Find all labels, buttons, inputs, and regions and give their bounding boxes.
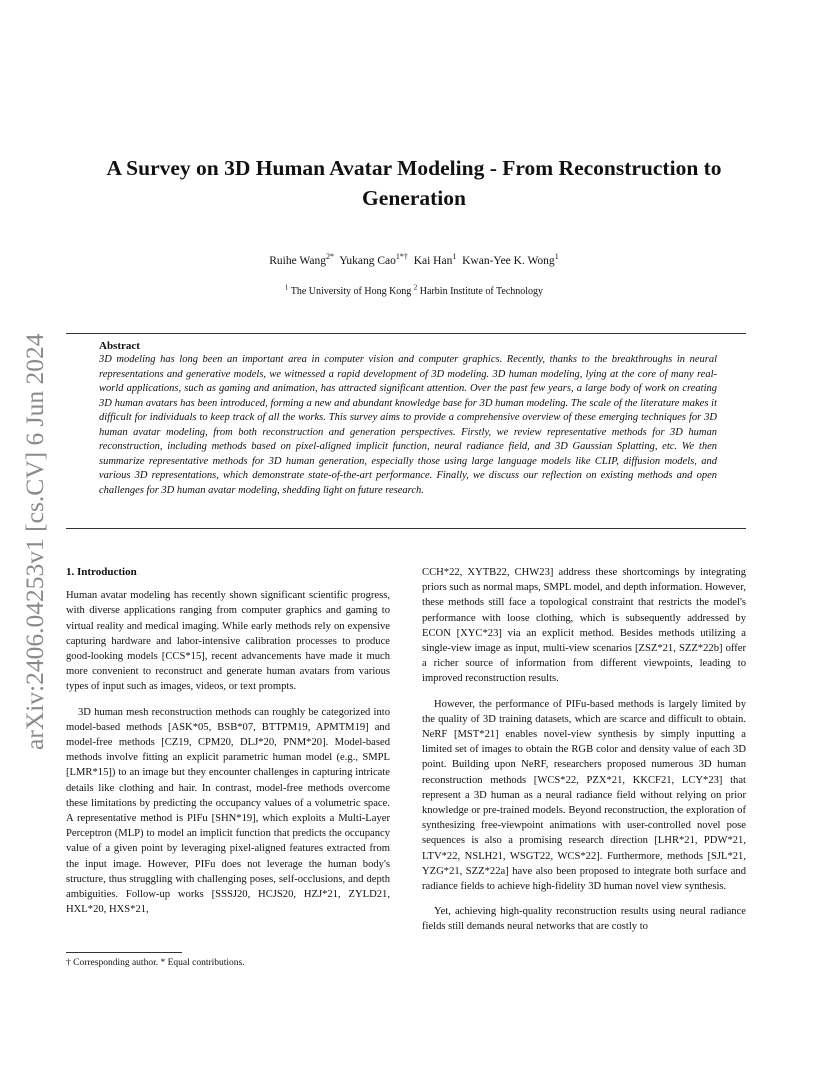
abstract-bottom-rule <box>66 528 746 529</box>
intro-paragraph-3: CCH*22, XYTB22, CHW23] address these shortcomings by integrating priors such as normal maps, SMPL model, and depth information. However, these methods still face a topological constraint that restricts the model's performance with loose clothing, which is subsequently addressed by ECON [XYC*23] via an explicit method. Besides methods utilizing a single-view image as input, multi-view scenarios [ZSZ*21, SZZ*22b] offer a richer source of information from different viewpoints, leading to improved reconstruction results. <box>422 567 746 685</box>
author-name: Ruihe Wang <box>269 255 326 267</box>
author-marker: 1 <box>452 252 457 262</box>
footnote-rule <box>66 952 182 953</box>
abstract-top-rule <box>66 333 746 334</box>
section-heading: 1. Introduction <box>66 566 137 578</box>
author-marker: 1*† <box>395 252 408 262</box>
intro-paragraph-4: However, the performance of PIFu-based methods is largely limited by the quality of 3D training datasets, which are scarce and difficult to obtain. NeRF [MST*21] enables novel-view synthesis by simply inputting a limited set of images to obtain the RGB color and density value of each 3D point. Building upon NeRF, researchers proposed numerous 3D human reconstruction methods [WCS*22, PZX*21, KKCF21, LCY*23] that represent a 3D human as a neural radiance field without relying on prior knowledge or pre-trained models. Beyond reconstruction, the exploration of synthesizing free-viewpoint animations with user-controlled novel pose sequences is also a promising research direction [LHR*21, PDW*21, LTV*22, NSLH21, WSGT22, WCS*22]. Furthermore, methods [SJL*21, YZG*21, SZZ*22a] have also been proposed to integrate both surface and radiance fields to achieve high-fidelity 3D human novel view synthesis. <box>422 698 746 893</box>
right-column <box>422 565 746 945</box>
author-name: Kai Han <box>413 255 453 267</box>
intro-paragraph-2: 3D human mesh reconstruction methods can roughly be categorized into model-based methods [ASK*05, BSB*07, BTTPM19, APMTM19] and model-free methods [CZ19, CPM20, DLJ*20, PNM*20]. Model-based methods involve fitting an explicit parametric human model (e.g., SMPL [LMR*15]) to an image but they encounter challenges in capturing intricate details like clothing and hair. In contrast, model-free methods overcome these limitations by predicting the occupancy values of a volumetric space. A representative method is PIFu [SHN*19], which exploits a Multi-Layer Perceptron (MLP) to model an implicit function that predicts the occupancy value of a given point by leveraging pixel-aligned features extracted from the input image. However, PIFu does not leverage the human body's structure, thus struggling with challenging poses, self-occlusions, and depth ambiguities. Follow-up works [SSSJ20, HCJS20, HZJ*21, ZYLD21, HXL*20, HXS*21, <box>66 706 390 916</box>
footnote: † Corresponding author. * Equal contributions. <box>66 958 245 968</box>
affiliations <box>60 283 768 297</box>
intro-paragraph-5: Yet, achieving high-quality reconstruction results using neural radiance fields still demands neural networks that are costly to <box>422 906 746 933</box>
paper-title <box>60 153 768 213</box>
affiliation-marker: 1 <box>284 283 289 292</box>
abstract-text: 3D modeling has long been an important area in computer vision and computer graphics. Recently, thanks to the breakthroughs in neural representations and generative models, we witnessed a rapid development of 3D modeling. 3D human modeling, lying at the core of many real-world applications, such as gaming and animation, has attracted significant attention. Over the past few years, a large body of work on creating 3D human avatars has been introduced, forming a new and abundant knowledge base for 3D human modeling. The scale of the literature makes it difficult for individuals to keep track of all the works. This survey aims to provide a comprehensive overview of these emerging techniques for 3D human avatar modeling, from both reconstruction and generation perspectives. Firstly, we review representative methods for 3D human reconstruction, including methods based on pixel-aligned implicit function, neural radiance field, and 3D Gaussian Splatting, etc. We then summarize representative methods for 3D human generation, especially those using large language models like CLIP, diffusion models, and various 3D representations, which demonstrate state-of-the-art performance. Finally, we discuss our reflection on existing methods and open challenges for 3D human avatar modeling, shedding light on future research. <box>99 354 717 496</box>
intro-paragraph-1: Human avatar modeling has recently shown significant scientific progress, with diverse applications ranging from computer graphics and gaming to virtual reality and medical imaging. While early methods rely on expensive capturing hardware and labor-intensive calibration processes to produce good-looking models [CCS*15], recent advancements have made it much more convenient to reconstruct and generate human avatars from various types of input such as images, videos, or text prompts. <box>66 590 390 693</box>
left-column <box>66 565 390 927</box>
author-name: Kwan-Yee K. Wong <box>462 255 555 267</box>
abstract-heading: Abstract <box>99 340 140 352</box>
arxiv-side-stamp <box>8 290 56 750</box>
title-line-1: A Survey on 3D Human Avatar Modeling - From Reconstruction to <box>106 156 722 180</box>
title-line-2: Generation <box>362 186 466 210</box>
author-list <box>60 252 768 267</box>
affiliation-2: Harbin Institute of Technology <box>419 286 544 297</box>
author-name: Yukang Cao <box>339 255 396 267</box>
affiliation-marker: 2 <box>413 283 418 292</box>
arxiv-stamp-text: arXiv:2406.04253v1 [cs.CV] 6 Jun 2024 <box>20 333 49 750</box>
author-marker: 2* <box>325 252 334 262</box>
author-marker: 1 <box>554 252 559 262</box>
affiliation-1: The University of Hong Kong <box>290 286 412 297</box>
